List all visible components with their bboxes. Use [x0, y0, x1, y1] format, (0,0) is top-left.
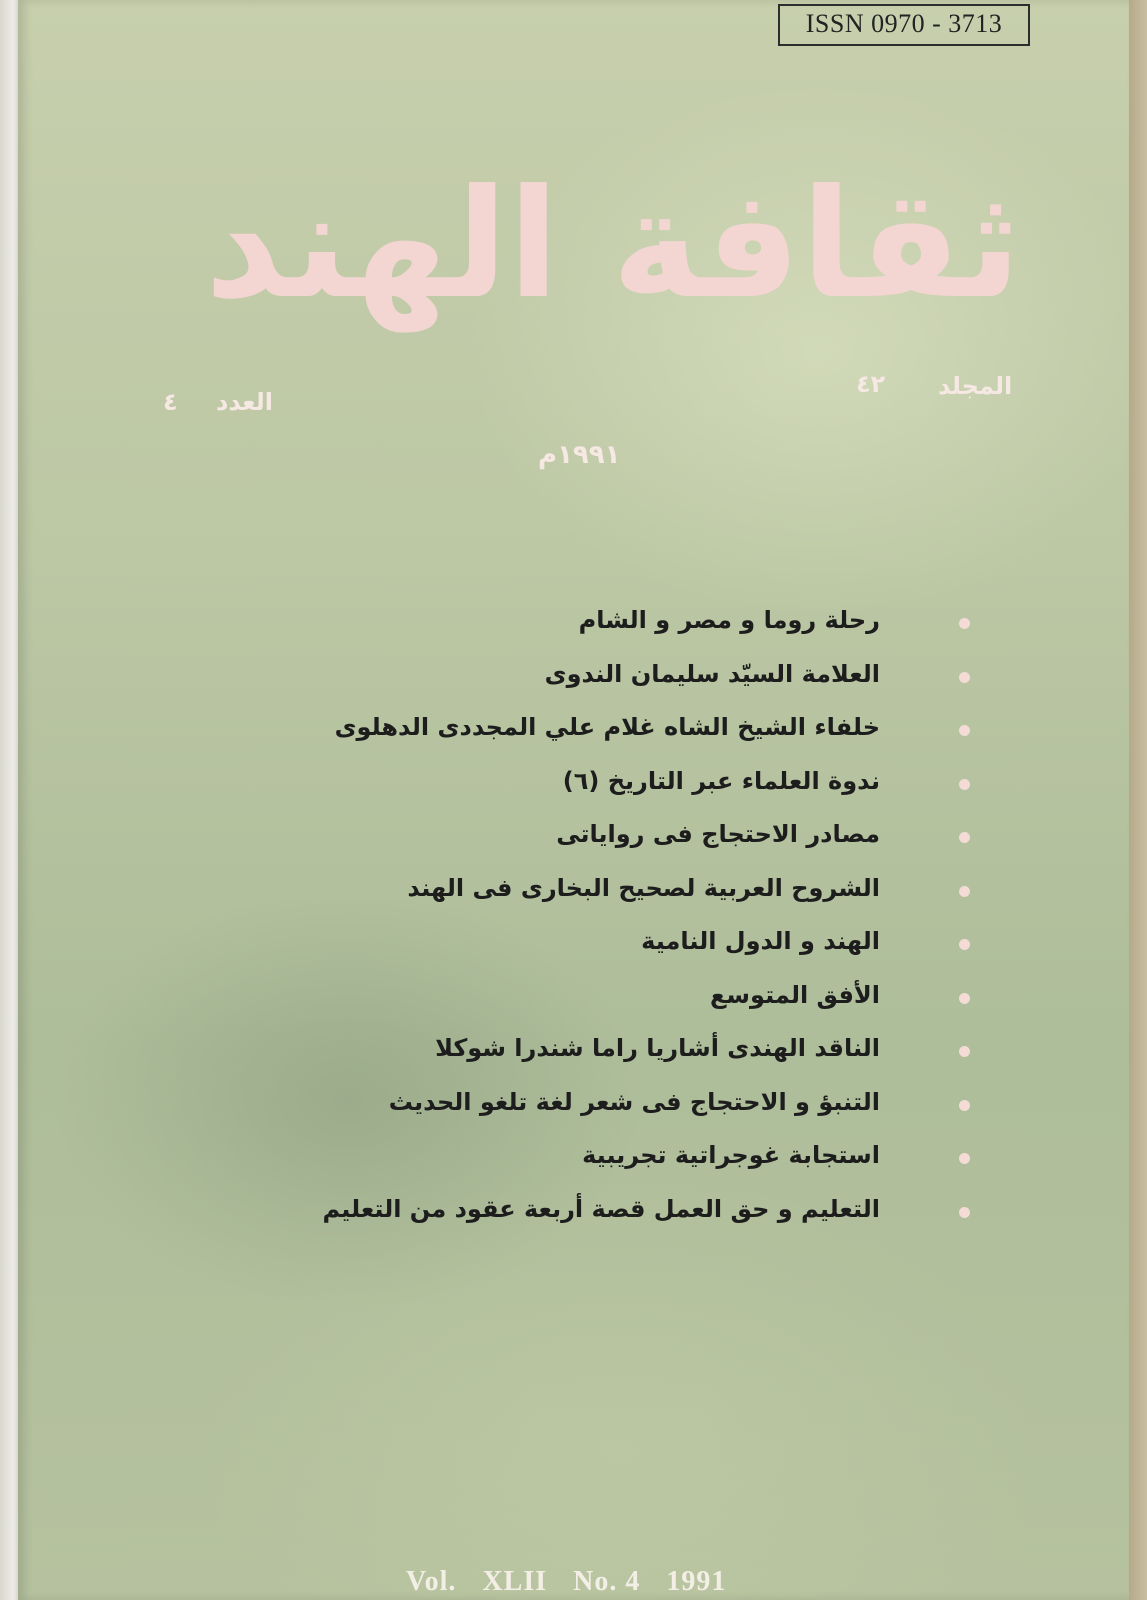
volume-label: المجلد — [938, 372, 1013, 400]
contents-title: مصادر الاحتجاج فى رواياتى — [556, 820, 880, 848]
magazine-title: ثقافة الهند — [204, 158, 1022, 332]
contents-item — [318, 1082, 998, 1136]
contents-item — [318, 654, 998, 708]
contents-title: الناقد الهندى أشاريا راما شندرا شوكلا — [435, 1034, 880, 1062]
bullet-icon — [959, 939, 970, 950]
bullet-icon — [959, 1100, 970, 1111]
footer-year: 1991 — [666, 1566, 727, 1597]
contents-item — [318, 1189, 998, 1243]
bullet-icon — [959, 886, 970, 897]
bullet-icon — [959, 993, 970, 1004]
contents-title: استجابة غوجراتية تجريبية — [582, 1141, 880, 1169]
contents-title: رحلة روما و مصر و الشام — [578, 606, 880, 634]
contents-item — [318, 921, 998, 975]
contents-item — [318, 1028, 998, 1082]
contents-item — [318, 761, 998, 815]
bullet-icon — [959, 672, 970, 683]
bullet-icon — [959, 1207, 970, 1218]
contents-item — [318, 600, 998, 654]
contents-item — [318, 975, 998, 1029]
bullet-icon — [959, 618, 970, 629]
contents-title: خلفاء الشيخ الشاه غلام علي المجددى الدهلوى — [334, 713, 880, 741]
contents-title: الهند و الدول النامية — [641, 927, 880, 955]
contents-title: العلامة السيّد سليمان الندوى — [544, 659, 880, 688]
contents-item — [318, 1135, 998, 1189]
table-of-contents — [318, 600, 998, 1240]
contents-title: الشروح العربية لصحيح البخارى فى الهند — [407, 873, 880, 902]
footer-volume-info — [406, 1566, 752, 1598]
bullet-icon — [959, 779, 970, 790]
bullet-icon — [959, 1046, 970, 1057]
contents-title: التعليم و حق العمل قصة أربعة عقود من التعليم — [322, 1194, 880, 1223]
contents-title: التنبؤ و الاحتجاج فى شعر لغة تلغو الحديث — [388, 1087, 880, 1116]
cover — [18, 0, 1130, 1600]
contents-title: ندوة العلماء عبر التاريخ (٦) — [562, 766, 880, 795]
contents-item — [318, 868, 998, 922]
footer-vol-number: XLII — [482, 1566, 548, 1597]
contents-item — [318, 707, 998, 761]
bullet-icon — [959, 1153, 970, 1164]
contents-title: الأفق المتوسع — [710, 980, 880, 1009]
issn-box: ISSN 0970 - 3713 — [778, 4, 1030, 46]
issue-number: ٤ — [163, 388, 178, 416]
footer-issue-number: No. 4 — [573, 1566, 641, 1597]
issue-label: العدد — [216, 388, 273, 416]
page-edge-right — [1129, 0, 1147, 1600]
volume-number: ٤٢ — [856, 370, 886, 398]
bullet-icon — [959, 725, 970, 736]
bullet-icon — [959, 832, 970, 843]
footer-vol-label: Vol. — [406, 1566, 457, 1597]
publication-year: ١٩٩١م — [538, 440, 621, 470]
contents-item — [318, 814, 998, 868]
